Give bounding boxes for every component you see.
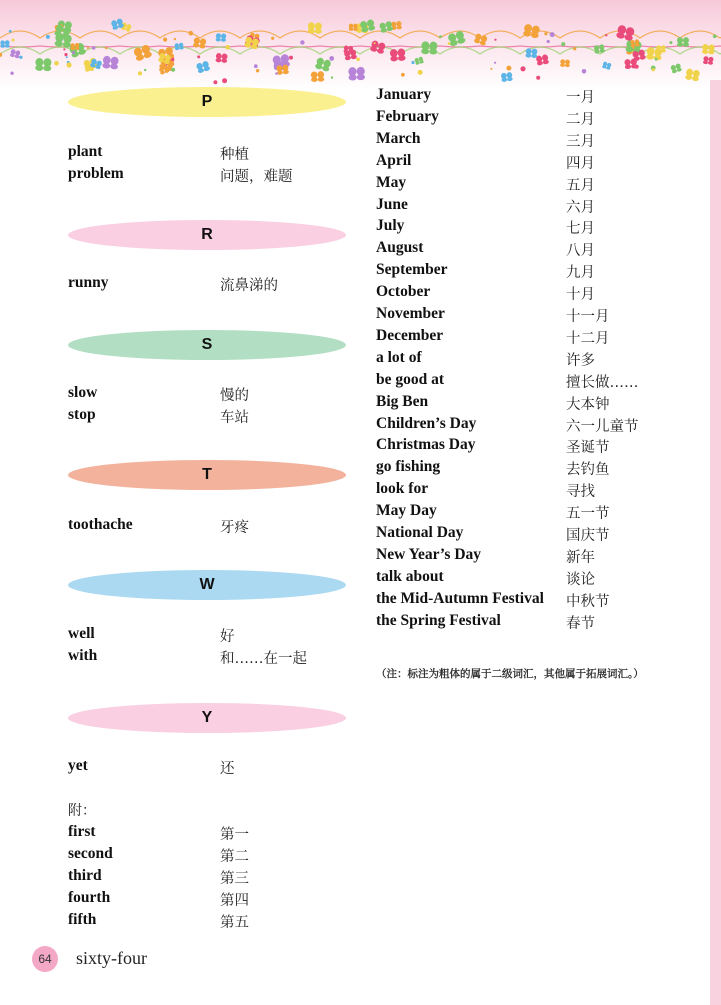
section-header-r [68,220,346,250]
vocab-entry [68,384,368,406]
vocab-english: fifth [68,911,97,928]
vocab-english: New Year’s Day [376,545,482,563]
vocab-chinese: 第五 [220,915,249,931]
vocab-english: Children’s Day [376,414,477,432]
section-letter: P [201,93,213,110]
vocab-entry [376,152,696,174]
vocab-chinese: 许多 [566,352,595,369]
vocab-chinese: 第四 [220,893,249,909]
vocab-chinese: 五月 [566,177,595,194]
vocab-entry [68,274,368,296]
vocab-english: stop [68,406,96,423]
vocab-english: National Day [376,524,464,541]
appendix-entry [68,823,368,845]
vocab-chinese: 六一儿童节 [566,418,639,435]
vocab-chinese: 一月 [566,90,595,106]
vocab-chinese: 流鼻涕的 [220,278,278,294]
vocab-english: fourth [68,889,111,906]
vocab-chinese: 擅长做…… [566,374,639,391]
section-header-t [68,460,346,490]
vocab-entry [376,415,696,437]
vocab-entry [376,371,696,393]
vocab-english: May [376,173,407,191]
vocab-english: be good at [376,370,445,388]
vocab-english: November [376,305,445,322]
pink-side-strip [710,80,721,1005]
section-letter: T [202,466,212,483]
vocab-entry [376,327,696,349]
section-header-p [68,87,346,117]
vocab-entry [68,165,368,187]
vocab-english: problem [68,165,124,182]
vocab-english: plant [68,143,103,160]
vocab-english: January [376,86,432,103]
vocab-chinese: 慢的 [220,388,249,404]
vocab-chinese: 春节 [566,615,595,632]
vocab-chinese: 新年 [566,549,595,566]
vocab-entry [68,757,368,779]
vocab-chinese: 八月 [566,243,595,260]
vocab-english: December [376,326,444,344]
vocab-chinese: 车站 [220,410,249,426]
vocab-english: August [376,239,424,257]
vocab-entry [376,436,696,458]
vocab-entry [376,174,696,196]
vocab-chinese: 去钓鱼 [566,462,610,479]
vocab-english: yet [68,757,88,774]
vocab-chinese: 国庆节 [566,528,610,544]
vocab-entry [68,406,368,428]
section-letter: W [199,576,215,593]
section-header-w [68,570,346,600]
vocab-english: October [376,283,431,301]
vocab-english: September [376,261,448,279]
vocab-entry [376,217,696,239]
vocab-entry [68,143,368,165]
vocab-chinese: 种植 [220,147,249,163]
vocab-english: June [376,195,408,213]
vocab-chinese: 还 [220,761,235,777]
vocab-entry [376,458,696,480]
vocab-chinese: 好 [220,629,235,645]
vocab-english: Big Ben [376,392,429,410]
vocab-english: the Mid-Autumn Festival [376,589,544,607]
vocab-entry [376,546,696,568]
vocab-english: March [376,129,421,147]
vocab-entry [376,349,696,371]
vocab-chinese: 大本钟 [566,396,610,413]
vocab-chinese: 二月 [566,111,595,128]
appendix-entry [68,889,368,911]
vocab-chinese: 和……在一起 [220,651,307,667]
vocab-chinese: 第二 [220,849,249,865]
vocab-entry [68,516,368,538]
vocab-english: well [68,625,95,642]
appendix-entry [68,845,368,867]
page-number-words: sixty-four [76,948,147,968]
vocab-english: second [68,845,113,862]
vocab-entry [376,393,696,415]
vocab-entry [376,196,696,218]
page-number-badge: 64 [32,946,58,972]
vocab-chinese: 牙疼 [220,520,249,536]
vocab-entry [376,590,696,612]
vocab-chinese: 十一月 [566,309,610,325]
vocab-english: May Day [376,502,437,520]
vocab-entry [376,502,696,524]
vocab-english: April [376,151,412,169]
section-letter: Y [201,709,213,726]
vocab-english: runny [68,274,109,291]
vocab-english: go fishing [376,458,441,476]
appendix-label: 附： [68,803,96,819]
vocab-entry [376,86,696,108]
vocab-chinese: 五一节 [566,506,610,523]
footnote: （注：标注为粗体的属于二级词汇，其他属于拓展词汇。） [376,668,644,680]
vocab-english: Christmas Day [376,436,476,454]
vocab-entry [376,568,696,590]
left-column [0,0,360,1005]
vocab-chinese: 第一 [220,827,249,843]
vocab-english: slow [68,384,98,401]
vocab-chinese: 谈论 [566,571,595,588]
vocab-chinese: 问题，难题 [220,169,293,185]
vocab-english: July [376,217,405,235]
vocab-entry [68,647,368,669]
vocab-english: talk about [376,567,444,585]
vocab-entry [376,283,696,305]
vocab-english: toothache [68,516,133,533]
vocab-chinese: 十月 [566,287,595,304]
vocab-chinese: 圣诞节 [566,440,610,457]
vocab-entry [376,130,696,152]
vocab-chinese: 七月 [566,221,595,238]
section-header-s [68,330,346,360]
section-letter: S [201,336,213,353]
vocab-chinese: 十二月 [566,330,610,347]
vocab-english: the Spring Festival [376,611,501,629]
vocab-entry [376,612,696,634]
vocab-chinese: 九月 [566,265,595,282]
vocab-entry [376,480,696,502]
appendix-entry [68,867,368,889]
vocab-entry [376,108,696,130]
vocab-chinese: 三月 [566,133,595,150]
vocab-english: first [68,823,96,840]
appendix-entry [68,911,368,933]
vocab-chinese: 四月 [566,155,595,172]
vocab-chinese: 第三 [220,871,249,887]
vocab-entry [376,239,696,261]
vocab-english: with [68,647,98,664]
vocab-chinese: 六月 [566,199,595,216]
vocab-english: February [376,107,439,125]
vocab-entry [376,524,696,546]
vocab-entry [68,625,368,647]
vocab-english: a lot of [376,348,422,366]
vocab-english: look for [376,480,429,498]
vocab-entry [376,261,696,283]
section-letter: R [201,226,213,243]
vocab-entry [376,305,696,327]
section-header-y [68,703,346,733]
vocab-english: third [68,867,102,884]
vocab-chinese: 寻找 [566,484,595,501]
vocab-chinese: 中秋节 [566,593,610,610]
